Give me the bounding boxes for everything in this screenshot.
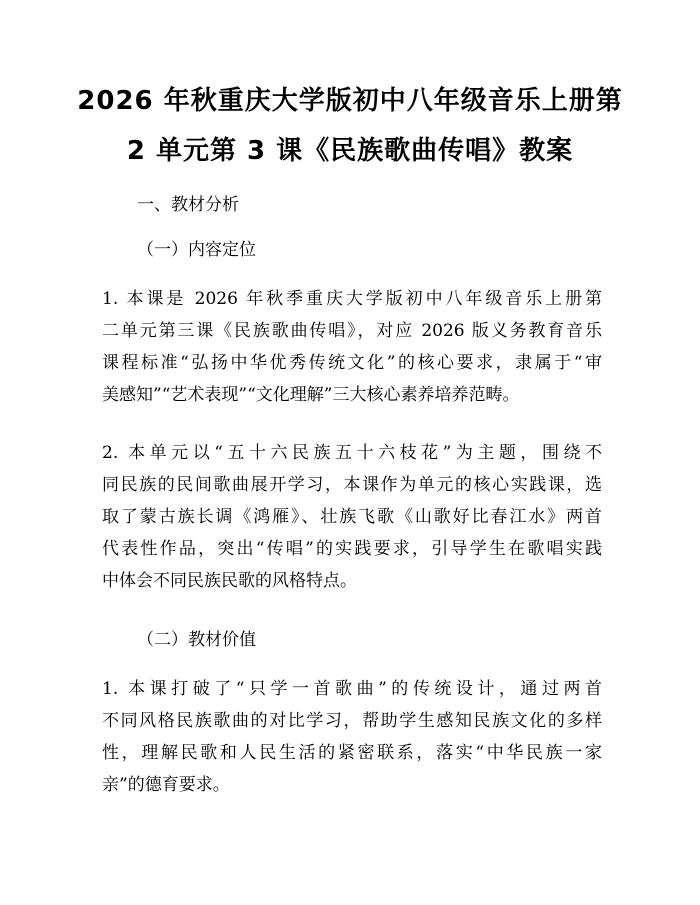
paragraph-line: 中体会不同民族民歌的风格特点。 [102,571,357,591]
paragraph-textbook-value-1 [102,673,602,801]
document-title-line-1: 2026 年秋重庆大学版初中八年级音乐上册第 [77,86,623,116]
subsection-heading-textbook-value: （二）教材价值 [137,630,256,650]
paragraph-line: 代表性作品，突出“传唱”的实践要求，引导学生在歌唱实践 [102,539,602,559]
paragraph-line: 亲”的德育要求。 [102,775,230,795]
section-heading-textbook-analysis: 一、教材分析 [137,195,239,215]
paragraph-line: 美感知”“艺术表现”“文化理解”三大核心素养培养范畴。 [102,385,520,405]
paragraph-line: 1. 本课是 2026 年秋季重庆大学版初中八年级音乐上册第 [102,289,602,309]
paragraph-line: 1. 本课打破了“只学一首歌曲”的传统设计，通过两首 [102,679,602,699]
paragraph-line: 不同风格民族歌曲的对比学习，帮助学生感知民族文化的多样 [102,711,602,731]
subsection-heading-content-positioning: （一）内容定位 [137,240,256,260]
paragraph-content-positioning-2 [102,437,602,597]
paragraph-line: 二单元第三课《民族歌曲传唱》，对应 2026 版义务教育音乐 [102,321,602,341]
document-title-line-2: 2 单元第 3 课《民族歌曲传唱》教案 [126,136,574,166]
paragraph-line: 取了蒙古族长调《鸿雁》、壮族飞歌《山歌好比春江水》两首 [102,507,602,527]
paragraph-line: 课程标准“弘扬中华优秀传统文化”的核心要求，隶属于“审 [102,353,602,373]
paragraph-line: 性，理解民歌和人民生活的紧密联系，落实“中华民族一家 [102,743,602,763]
paragraph-line: 2. 本单元以“五十六民族五十六枝花”为主题，围绕不 [102,443,602,463]
paragraph-line: 同民族的民间歌曲展开学习，本课作为单元的核心实践课，选 [102,475,602,495]
paragraph-content-positioning-1 [102,283,602,411]
